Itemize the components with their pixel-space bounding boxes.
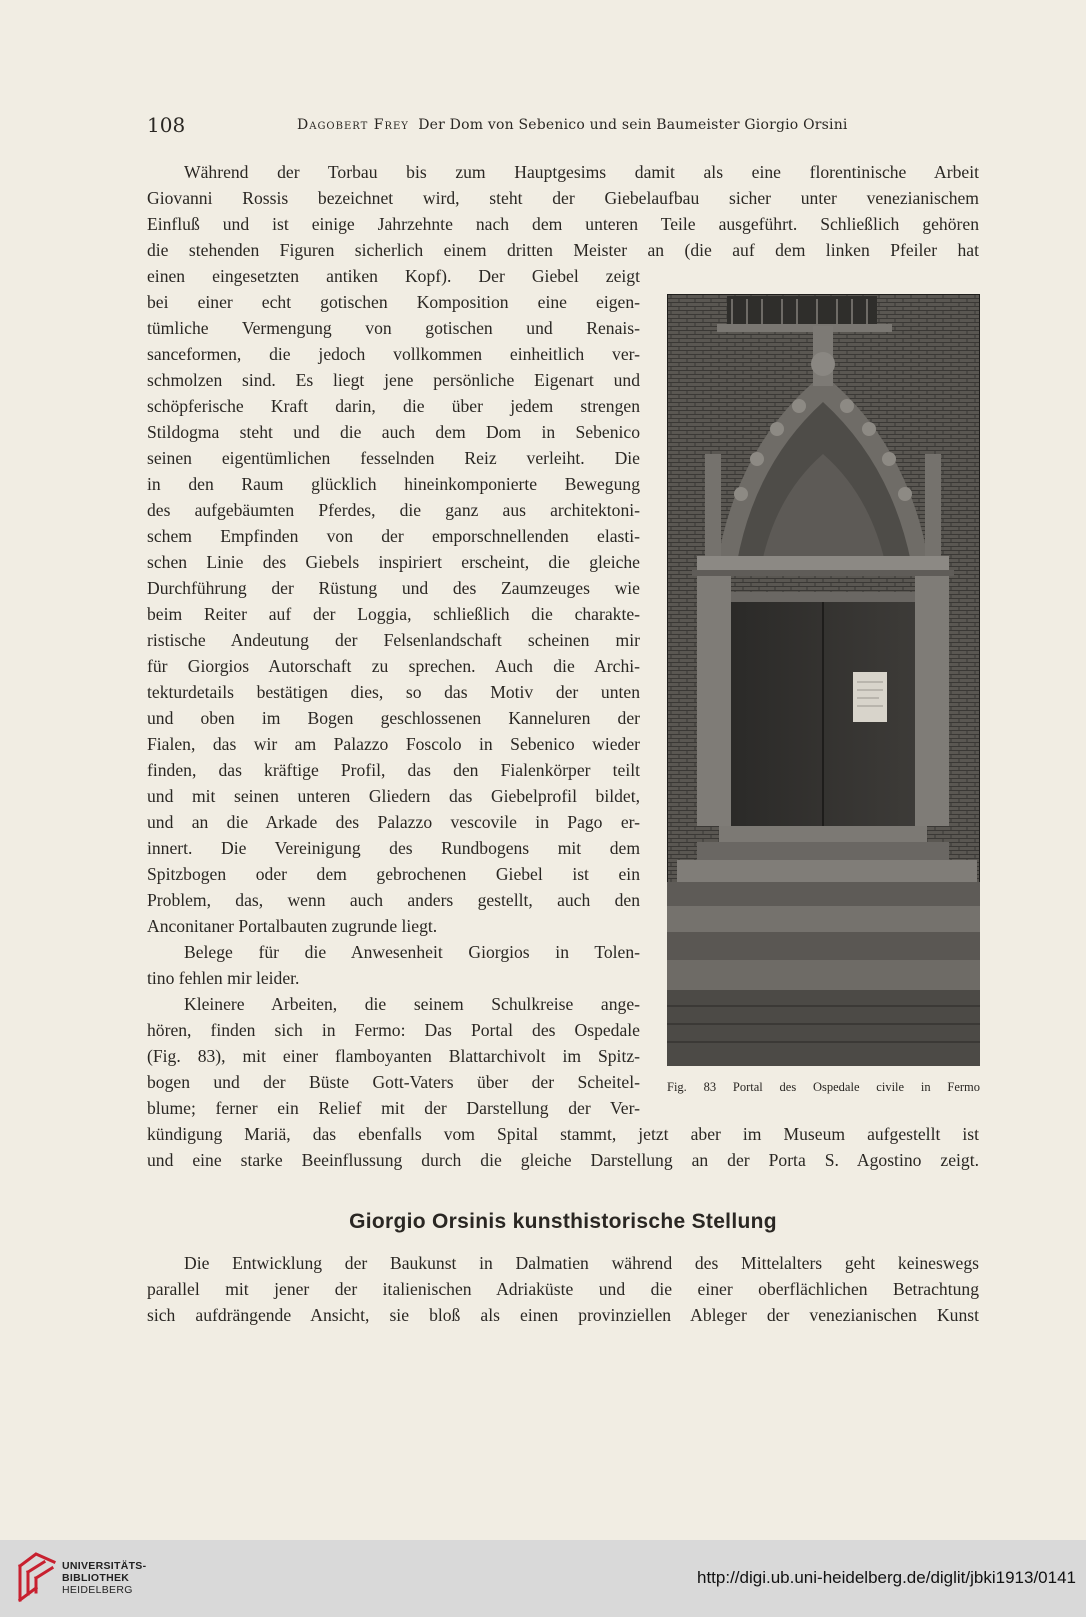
body-line: bei einer echt gotischen Komposition eine eigen-: [147, 292, 640, 312]
body-line: hören, finden sich in Fermo: Das Portal des Ospedale: [147, 1020, 640, 1040]
body-line: schem Empfinden von der emporschnellenden elasti-: [147, 526, 640, 546]
body-line: sanceformen, die jedoch vollkommen einheitlich ver-: [147, 344, 640, 364]
body-line: Problem, das, wenn auch anders gestellt, auch den: [147, 890, 640, 910]
body-line: Giovanni Rossis bezeichnet wird, steht der Giebelaufbau sicher unter venezianischem: [147, 188, 979, 208]
library-logo-icon: [14, 1548, 60, 1606]
library-name-line: BIBLIOTHEK: [62, 1572, 130, 1584]
body-line: Belege für die Anwesenheit Giorgios in Tolen-: [184, 942, 640, 962]
body-line: seinen eigentümlichen fesselnden Reiz verleiht. Die: [147, 448, 640, 468]
body-line: parallel mit jener der italienischen Adriaküste und die einer oberflächlichen Betrachtung: [147, 1279, 979, 1299]
body-line: Kleinere Arbeiten, die seinem Schulkreise ange-: [184, 994, 640, 1014]
body-line: Fialen, das wir am Palazzo Foscolo in Sebenico wieder: [147, 734, 640, 754]
body-line: Durchführung der Rüstung und des Zaumzeuges wie: [147, 578, 640, 598]
body-line: Während der Torbau bis zum Hauptgesims damit als eine florentinische Arbeit: [184, 162, 979, 182]
body-line: des aufgebäumten Pferdes, die ganz aus architektoni-: [147, 500, 640, 520]
body-line: blume; ferner ein Relief mit der Darstellung der Ver-: [147, 1098, 640, 1118]
body-line: und an die Arkade des Palazzo vescovile in Pago er-: [147, 812, 640, 832]
running-author: Dagobert Frey: [297, 117, 409, 133]
running-work-title: Der Dom von Sebenico und sein Baumeister Giorgio Orsini: [418, 117, 848, 133]
body-line: und oben im Bogen geschlossenen Kanneluren der: [147, 708, 640, 728]
body-line: schen Linie des Giebels inspiriert erscheint, die gleiche: [147, 552, 640, 572]
running-title: [297, 117, 848, 133]
body-line: kündigung Mariä, das ebenfalls vom Spital stammt, jetzt aber im Museum aufgestellt ist: [147, 1124, 979, 1144]
body-line: Stildogma steht und die auch dem Dom in Sebenico: [147, 422, 640, 442]
portal-photo-drawing: [667, 294, 980, 1066]
body-line: ristische Andeutung der Felsenlandschaft scheinen mir: [147, 630, 640, 650]
body-line: Einfluß und ist einige Jahrzehnte nach dem unteren Teile ausgeführt. Schließlich gehören: [147, 214, 979, 234]
body-line: Die Entwicklung der Baukunst in Dalmatien während des Mittelalters geht keineswegs: [184, 1253, 979, 1273]
body-line: in den Raum glücklich hineinkomponierte Bewegung: [147, 474, 640, 494]
source-url-link[interactable]: http://digi.ub.uni-heidelberg.de/diglit/jbki1913/0141: [697, 1568, 1076, 1587]
running-header: [147, 113, 979, 141]
body-line: schmolzen sind. Es liegt jene persönliche Eigenart und: [147, 370, 640, 390]
body-line: für Giorgios Autorschaft zu sprechen. Auch die Archi-: [147, 656, 640, 676]
library-name-line: UNIVERSITÄTS-: [62, 1560, 147, 1572]
body-line: finden, das kräftige Profil, das den Fialenkörper teilt: [147, 760, 640, 780]
library-name: [62, 1560, 146, 1596]
body-line: und eine starke Beeinflussung durch die gleiche Darstellung an der Porta S. Agostino zeigt.: [147, 1150, 979, 1170]
body-line: tekturdetails bestätigen dies, so das Motiv der unten: [147, 682, 640, 702]
body-line: innert. Die Vereinigung des Rundbogens mit dem: [147, 838, 640, 858]
body-line: (Fig. 83), mit einer flamboyanten Blattarchivolt im Spitz-: [147, 1046, 640, 1066]
figure-caption: Fig. 83 Portal des Ospedale civile in Fermo: [667, 1080, 980, 1094]
body-line: tino fehlen mir leider.: [147, 968, 300, 988]
page-number: 108: [147, 113, 186, 137]
body-line: die stehenden Figuren sicherlich einem dritten Meister an (die auf dem linken Pfeiler hat: [147, 240, 979, 260]
digitization-footer: [0, 1540, 1086, 1617]
body-line: und mit seinen unteren Gliedern das Giebelprofil bildet,: [147, 786, 640, 806]
library-name-line: HEIDELBERG: [62, 1584, 133, 1596]
body-line: sich aufdrängende Ansicht, sie bloß als einen provinziellen Ableger der venezianischen Kunst: [147, 1305, 979, 1325]
body-line: Spitzbogen oder dem gebrochenen Giebel ist ein: [147, 864, 640, 884]
body-line: beim Reiter auf der Loggia, schließlich die charakte-: [147, 604, 640, 624]
body-line: tümliche Vermengung von gotischen und Renais-: [147, 318, 640, 338]
body-line: schöpferische Kraft darin, die über jedem strengen: [147, 396, 640, 416]
section-heading: Giorgio Orsinis kunsthistorische Stellung: [349, 1210, 777, 1233]
body-line: Anconitaner Portalbauten zugrunde liegt.: [147, 916, 438, 936]
portal-photograph: [667, 294, 980, 1066]
body-line: einen eingesetzten antiken Kopf). Der Giebel zeigt: [147, 266, 640, 286]
body-line: bogen und der Büste Gott-Vaters über der Scheitel-: [147, 1072, 640, 1092]
